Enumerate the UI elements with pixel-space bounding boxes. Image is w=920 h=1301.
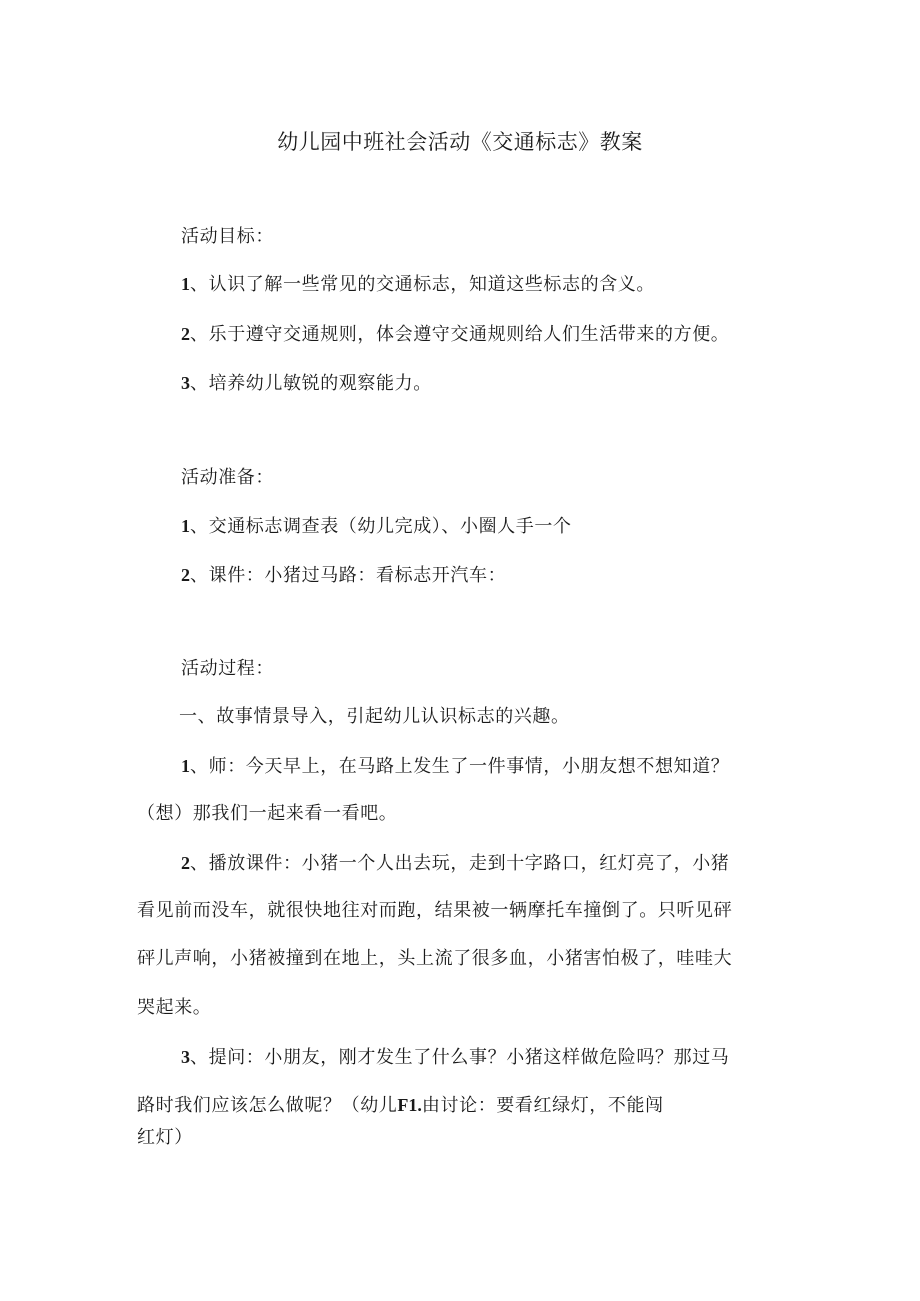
preparation-item-text: 、课件：小猪过马路：看标志开汽车： bbox=[190, 565, 507, 586]
process-step-2-line-1 bbox=[181, 849, 729, 878]
preparation-item-number: 1 bbox=[181, 516, 190, 536]
preparation-item-number: 2 bbox=[181, 565, 190, 585]
document-title: 幼儿园中班社会活动《交通标志》教案 bbox=[277, 130, 643, 154]
process-step-code: F1. bbox=[397, 1095, 422, 1115]
preparation-item-text: 、交通标志调查表（幼儿完成）、小圈人手一个 bbox=[190, 516, 572, 537]
process-step-1-line-1 bbox=[181, 752, 729, 781]
goal-item-1 bbox=[181, 270, 655, 299]
process-heading: 活动过程： bbox=[181, 658, 274, 679]
process-step-text: 路时我们应该怎么做呢？（幼儿 bbox=[137, 1095, 398, 1116]
process-step-3-line-2 bbox=[137, 1091, 664, 1120]
process-step-2-line-2: 看见前而没车，就很快地往对而跑，结果被一辆摩托车撞倒了。只听见砰 bbox=[137, 900, 733, 921]
preparation-item-2 bbox=[181, 561, 506, 590]
process-step-number: 1 bbox=[181, 756, 190, 776]
process-step-number: 2 bbox=[181, 853, 190, 873]
goal-item-3 bbox=[181, 369, 432, 398]
goal-item-number: 2 bbox=[181, 324, 190, 344]
process-step-text: 由讨论：要看红绿灯，不能闯 bbox=[421, 1095, 664, 1116]
process-step-2-line-4: 哭起来。 bbox=[137, 997, 212, 1018]
goal-item-number: 3 bbox=[181, 373, 190, 393]
process-step-text: 、提问：小朋友，刚才发生了什么事？小猪这样做危险吗？那过马 bbox=[190, 1047, 730, 1068]
process-step-text: 、播放课件：小猪一个人出去玩，走到十字路口，红灯亮了，小猪 bbox=[190, 853, 730, 874]
process-step-text: 、师：今天早上，在马路上发生了一件事情，小朋友想不想知道？ bbox=[190, 756, 730, 777]
preparation-heading: 活动准备： bbox=[181, 467, 274, 488]
process-step-number: 3 bbox=[181, 1047, 190, 1067]
goal-item-text: 、培养幼儿敏锐的观察能力。 bbox=[190, 373, 432, 394]
goal-item-number: 1 bbox=[181, 274, 190, 294]
process-step-3-line-3: 红灯） bbox=[137, 1127, 193, 1148]
goals-heading: 活动目标： bbox=[181, 226, 274, 247]
process-step-1-line-2: （想）那我们一起来看一看吧。 bbox=[137, 803, 398, 824]
preparation-item-1 bbox=[181, 512, 572, 541]
process-step-3-line-1 bbox=[181, 1043, 729, 1072]
goal-item-text: 、认识了解一些常见的交通标志，知道这些标志的含义。 bbox=[190, 274, 655, 295]
goal-item-2 bbox=[181, 320, 729, 349]
goal-item-text: 、乐于遵守交通规则，体会遵守交通规则给人们生活带来的方便。 bbox=[190, 324, 730, 345]
process-step-2-line-3: 砰儿声响，小猪被撞到在地上，头上流了很多血，小猪害怕极了，哇哇大 bbox=[137, 948, 733, 969]
process-section-1: 一、故事情景导入，引起幼儿认识标志的兴趣。 bbox=[179, 706, 570, 727]
